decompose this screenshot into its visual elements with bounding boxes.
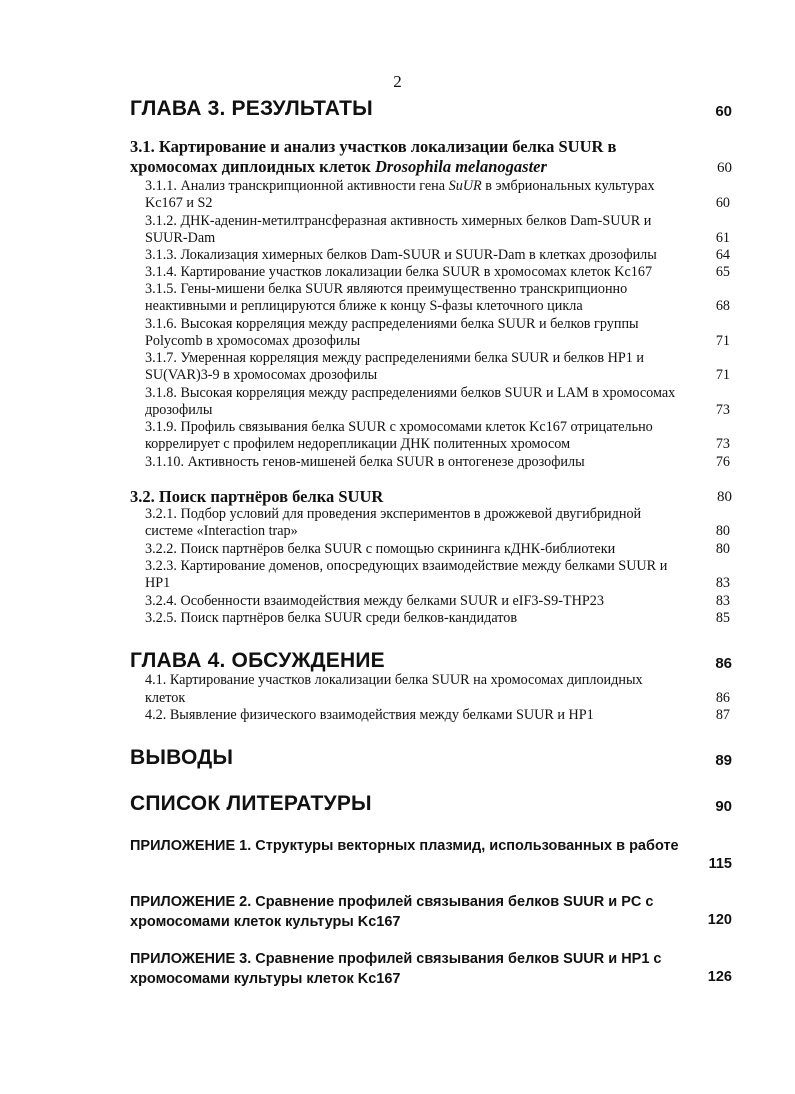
toc-entry-3-1-2-line2[interactable]: SUUR-Dam <box>145 230 216 246</box>
toc-entry-3-1-6-line2[interactable]: Polycomb в хромосомах дрозофилы <box>145 333 361 349</box>
toc-entry-3-1-2-page: 61 <box>715 230 730 246</box>
section-3-1-title-text: хромосомах диплоидных клеток <box>130 157 375 176</box>
toc-entry-3-1-7-page: 71 <box>715 367 730 383</box>
toc-entry-3-2-1-line2[interactable]: системе «Interaction trap» <box>145 523 298 539</box>
toc-entry-3-1-8-page: 73 <box>715 402 730 418</box>
toc-entry-3-1-1-line1[interactable] <box>145 178 655 195</box>
toc-entry-3-1-5-line1[interactable]: 3.1.5. Гены-мишени белка SUUR являются преимущественно транскрипционно <box>145 281 628 297</box>
toc-entry-3-2-3-line1[interactable]: 3.2.3. Картирование доменов, опосредующих взаимодействие между белками SUUR и <box>145 558 668 574</box>
toc-entry-3-1-6-line1[interactable]: 3.1.6. Высокая корреляция между распределениями белка SUUR и белков группы <box>145 316 639 332</box>
toc-entry-3-1-2-line1[interactable]: 3.1.2. ДНК-аденин-метилтрансферазная активность химерных белков Dam-SUUR и <box>145 213 652 229</box>
appendix-2-page: 120 <box>707 912 732 928</box>
references-title[interactable]: СПИСОК ЛИТЕРАТУРЫ <box>130 792 372 815</box>
toc-entry-3-1-1-line2[interactable]: Kc167 и S2 <box>145 195 213 211</box>
section-3-1-title-species: Drosophila melanogaster <box>375 157 547 176</box>
toc-entry-3-2-1-line1[interactable]: 3.2.1. Подбор условий для проведения экспериментов в дрожжевой двугибридной <box>145 506 642 522</box>
toc-entry-3-2-2-line1[interactable]: 3.2.2. Поиск партнёров белка SUUR с помощью скрининга кДНК-библиотеки <box>145 541 616 557</box>
toc-entry-4-1-line2[interactable]: клеток <box>145 690 186 706</box>
toc-entry-4-1-line1[interactable]: 4.1. Картирование участков локализации белка SUUR на хромосомах диплоидных <box>145 672 643 688</box>
toc-entry-3-2-2-page: 80 <box>715 541 730 557</box>
toc-entry-3-2-4-page: 83 <box>715 593 730 609</box>
conclusions-page: 89 <box>715 752 732 769</box>
toc-entry-3-1-9-line1[interactable]: 3.1.9. Профиль связывания белка SUUR с хромосомами клеток Kc167 отрицательно <box>145 419 653 435</box>
section-3-2-title[interactable]: 3.2. Поиск партнёров белка SUUR <box>130 487 384 506</box>
toc-entry-3-1-3-line1[interactable]: 3.1.3. Локализация химерных белков Dam-SUUR и SUUR-Dam в клетках дрозофилы <box>145 247 657 263</box>
toc-entry-3-2-5-line1[interactable]: 3.2.5. Поиск партнёров белка SUUR среди белков-кандидатов <box>145 610 518 626</box>
chapter-4-title[interactable]: ГЛАВА 4. ОБСУЖДЕНИЕ <box>130 649 385 672</box>
section-3-1-title-line2[interactable] <box>130 157 547 177</box>
chapter-3-page: 60 <box>715 103 732 120</box>
toc-entry-3-2-4-line1[interactable]: 3.2.4. Особенности взаимодействия между белками SUUR и eIF3-S9-THP23 <box>145 593 604 609</box>
appendix-3-title-line1[interactable]: ПРИЛОЖЕНИЕ 3. Сравнение профилей связывания белков SUUR и HP1 с <box>130 951 662 967</box>
toc-entry-3-1-4-page: 65 <box>715 264 730 280</box>
toc-entry-3-1-1-text-a: 3.1.1. Анализ транскрипционной активности гена <box>145 178 449 194</box>
toc-entry-3-1-8-line1[interactable]: 3.1.8. Высокая корреляция между распределениями белков SUUR и LAM в хромосомах <box>145 385 676 401</box>
page-number: 2 <box>393 72 402 91</box>
appendix-3-title-line2[interactable]: хромосомами культуры клеток Kc167 <box>130 971 401 987</box>
toc-entry-3-1-3-page: 64 <box>715 247 730 263</box>
toc-entry-3-1-1-text-b: в эмбриональных культурах <box>481 178 655 194</box>
conclusions-title[interactable]: ВЫВОДЫ <box>130 746 234 769</box>
toc-entry-3-1-5-page: 68 <box>715 298 730 314</box>
toc-entry-3-1-7-line2[interactable]: SU(VAR)3-9 в хромосомах дрозофилы <box>145 367 378 383</box>
toc-entry-3-1-9-line2[interactable]: коррелирует с профилем недорепликации ДНК политенных хромосом <box>145 436 571 452</box>
section-3-2-page: 80 <box>717 489 732 505</box>
appendix-2-title-line2[interactable]: хромосомами клеток культуры Kc167 <box>130 914 401 930</box>
appendix-2-title-line1[interactable]: ПРИЛОЖЕНИЕ 2. Сравнение профилей связывания белков SUUR и PC с <box>130 894 654 910</box>
toc-entry-3-1-5-line2[interactable]: неактивными и реплицируются ближе к концу S-фазы клеточного цикла <box>145 298 583 314</box>
toc-entry-3-1-1-page: 60 <box>715 195 730 211</box>
section-3-1-page: 60 <box>717 160 732 176</box>
toc-entry-3-2-3-line2[interactable]: HP1 <box>145 575 171 591</box>
chapter-4-page: 86 <box>715 655 732 672</box>
toc-entry-3-1-10-page: 76 <box>715 454 730 470</box>
toc-entry-3-2-1-page: 80 <box>715 523 730 539</box>
toc-entry-3-1-8-line2[interactable]: дрозофилы <box>145 402 213 418</box>
chapter-3-title[interactable]: ГЛАВА 3. РЕЗУЛЬТАТЫ <box>130 97 373 120</box>
toc-entry-3-1-4-line1[interactable]: 3.1.4. Картирование участков локализации белка SUUR в хромосомах клеток Kc167 <box>145 264 653 280</box>
toc-entry-4-1-page: 86 <box>715 690 730 706</box>
references-page: 90 <box>715 798 732 815</box>
toc-entry-3-1-1-gene: SuUR <box>448 178 482 194</box>
toc-entry-3-1-10-line1[interactable]: 3.1.10. Активность генов-мишеней белка SUUR в онтогенезе дрозофилы <box>145 454 585 470</box>
toc-entry-3-2-3-page: 83 <box>715 575 730 591</box>
toc-entry-3-1-6-page: 71 <box>715 333 730 349</box>
section-3-1-title-line1[interactable]: 3.1. Картирование и анализ участков локализации белка SUUR в <box>130 137 617 156</box>
toc-entry-3-2-5-page: 85 <box>715 610 730 626</box>
toc-entry-3-1-7-line1[interactable]: 3.1.7. Умеренная корреляция между распределениями белка SUUR и белков HP1 и <box>145 350 644 366</box>
toc-entry-3-1-9-page: 73 <box>715 436 730 452</box>
toc-entry-4-2-line1[interactable]: 4.2. Выявление физического взаимодействия между белками SUUR и HP1 <box>145 707 594 723</box>
appendix-1-title[interactable]: ПРИЛОЖЕНИЕ 1. Структуры векторных плазмид, использованных в работе <box>130 838 679 854</box>
toc-entry-4-2-page: 87 <box>715 707 730 723</box>
appendix-1-page: 115 <box>708 856 732 872</box>
appendix-3-page: 126 <box>707 969 732 985</box>
